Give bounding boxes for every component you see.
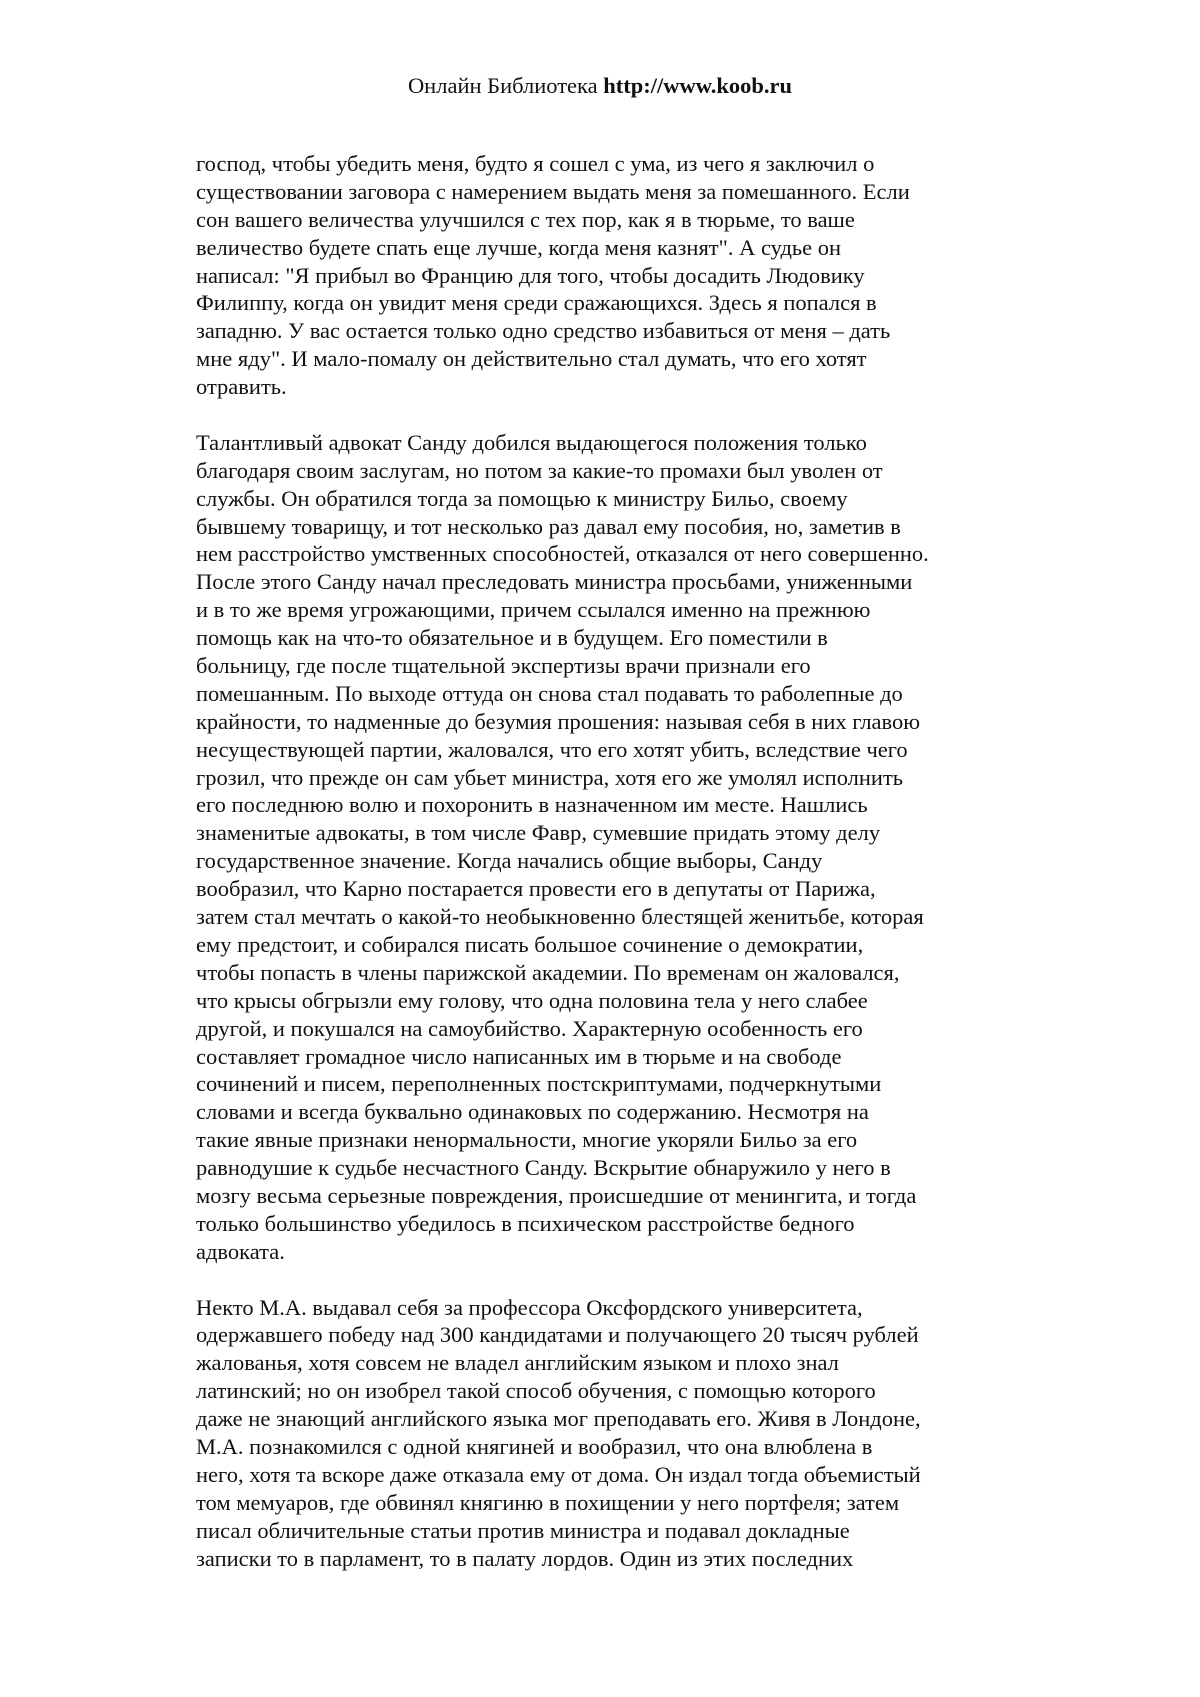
text-line: крайности, то надменные до безумия прошения: называя себя в них главою [196, 708, 921, 734]
text-line: бывшему товарищу, и тот несколько раз давал ему пособия, но, заметив в [196, 513, 901, 539]
text-line: величество будете спать еще лучше, когда меня казнят". А судье он [196, 234, 842, 260]
text-line: больницу, где после тщательной экспертизы врачи признали его [196, 653, 811, 679]
text-line: сочинений и писем, переполненных постскриптумами, подчеркнутыми [196, 1071, 882, 1097]
text-line: ему предстоит, и собирался писать большое сочинение о демократии, [196, 931, 864, 957]
text-line: такие явные признаки ненормальности, многие укоряли Бильо за его [196, 1127, 858, 1153]
text-line: составляет громадное число написанных им в тюрьме и на свободе [196, 1043, 842, 1069]
text-line: одержавшего победу над 300 кандидатами и получающего 20 тысяч рублей [196, 1322, 919, 1348]
text-line: господ, чтобы убедить меня, будто я сошел с ума, из чего я заключил о [196, 151, 875, 176]
text-line: помешанным. По выходе оттуда он снова стал подавать то раболепные до [196, 680, 903, 706]
text-line: записки то в парламент, то в палату лордов. Один из этих последних [196, 1545, 854, 1571]
text-line: несуществующей партии, жаловался, что его хотят убить, вследствие чего [196, 736, 908, 762]
text-line: М.А. познакомился с одной княгиней и вообразил, что она влюблена в [196, 1433, 873, 1459]
document-body [196, 150, 1016, 1572]
header-label: Онлайн Библиотека [407, 73, 598, 98]
paragraph-gap [196, 1266, 1016, 1294]
text-line: жалованья, хотя совсем не владел английским языком и плохо знал [196, 1350, 839, 1376]
text-line: том мемуаров, где обвинял княгиню в похищении у него портфеля; затем [196, 1489, 900, 1515]
text-line: затем стал мечтать о какой-то необыкновенно блестящей женитьбе, которая [196, 904, 924, 930]
text-line: сон вашего величества улучшился с тех пор, как я в тюрьме, то ваше [196, 206, 855, 232]
text-line: благодаря своим заслугам, но потом за какие-то промахи был уволен от [196, 457, 883, 483]
text-line: написал: "Я прибыл во Францию для того, чтобы досадить Людовику [196, 262, 865, 288]
paragraph [196, 150, 1016, 401]
text-line: даже не знающий английского языка мог преподавать его. Живя в Лондоне, [196, 1406, 921, 1432]
text-line: что крысы обгрызли ему голову, что одна половина тела у него слабее [196, 987, 868, 1013]
text-line: После этого Санду начал преследовать министра просьбами, униженными [196, 569, 913, 595]
text-line: чтобы попасть в члены парижской академии. По временам он жаловался, [196, 959, 900, 985]
text-line: Филиппу, когда он увидит меня среди сражающихся. Здесь я попался в [196, 290, 877, 316]
paragraph-gap [196, 401, 1016, 429]
text-line: государственное значение. Когда начались общие выборы, Санду [196, 848, 823, 874]
page-header [0, 72, 1200, 100]
text-line: отравить. [196, 374, 287, 400]
text-line: помощь как на что-то обязательное и в будущем. Его поместили в [196, 625, 828, 651]
text-line: знаменитые адвокаты, в том числе Фавр, сумевшие придать этому делу [196, 820, 881, 846]
text-line: вообразил, что Карно постарается провести его в депутаты от Парижа, [196, 876, 876, 902]
text-line: латинский; но он изобрел такой способ обучения, с помощью которого [196, 1378, 876, 1404]
paragraph [196, 429, 1016, 1266]
text-line: другой, и покушался на самоубийство. Характерную особенность его [196, 1015, 863, 1041]
text-line: только большинство убедилось в психическом расстройстве бедного [196, 1210, 855, 1236]
text-line: Некто М.А. выдавал себя за профессора Оксфордского университета, [196, 1294, 863, 1320]
text-line: нем расстройство умственных способностей, отказался от него совершенно. [196, 541, 929, 567]
text-line: службы. Он обратился тогда за помощью к министру Бильо, своему [196, 485, 848, 511]
text-line: существовании заговора с намерением выдать меня за помешанного. Если [196, 178, 910, 204]
text-line: писал обличительные статьи против министра и подавал докладные [196, 1517, 850, 1543]
text-line: него, хотя та вскоре даже отказала ему от дома. Он издал тогда объемистый [196, 1461, 921, 1487]
text-line: западню. У вас остается только одно средство избавиться от меня – дать [196, 318, 891, 344]
text-line: мозгу весьма серьезные повреждения, происшедшие от менингита, и тогда [196, 1182, 917, 1208]
text-line: мне яду". И мало-помалу он действительно стал думать, что его хотят [196, 346, 867, 372]
text-line: адвоката. [196, 1238, 285, 1264]
text-line: Талантливый адвокат Санду добился выдающегося положения только [196, 429, 867, 455]
text-line: равнодушие к судьбе несчастного Санду. Вскрытие обнаружило у него в [196, 1155, 891, 1181]
paragraph [196, 1294, 1016, 1573]
text-line: его последнюю волю и похоронить в назначенном им месте. Нашлись [196, 792, 868, 818]
text-line: словами и всегда буквально одинаковых по содержанию. Несмотря на [196, 1099, 869, 1125]
header-link[interactable]: http://www.koob.ru [603, 73, 793, 98]
text-line: и в то же время угрожающими, причем ссылался именно на прежнюю [196, 597, 871, 623]
text-line: грозил, что прежде он сам убьет министра, хотя его же умолял исполнить [196, 764, 904, 790]
